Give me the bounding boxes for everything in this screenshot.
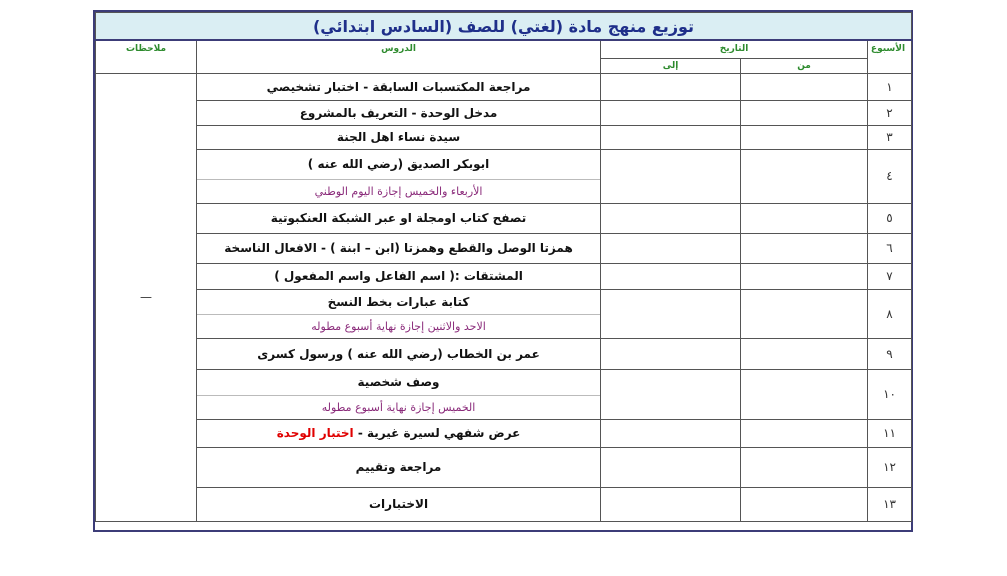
week-number: ٣ xyxy=(868,125,912,149)
lesson-cell: المشتقات :( اسم الفاعل واسم المفعول ) xyxy=(197,263,601,289)
week-number: ٤ xyxy=(868,149,912,203)
from-cell xyxy=(741,149,868,203)
table-row xyxy=(96,487,912,521)
table-row xyxy=(96,203,912,233)
week-number: ٩ xyxy=(868,338,912,369)
from-cell xyxy=(741,338,868,369)
to-header: إلى xyxy=(601,58,741,73)
lesson-cell: مدخل الوحدة - التعريف بالمشروع xyxy=(197,100,601,125)
lesson-cell: مراجعة وتقييم xyxy=(197,447,601,487)
from-cell xyxy=(741,487,868,521)
lessons-header: الدروس xyxy=(197,40,601,73)
lesson-cell: تصفح كتاب اومجلة او عبر الشبكة العنكبوتية xyxy=(197,203,601,233)
lesson-cell: سيدة نساء اهل الجنة xyxy=(197,125,601,149)
curriculum-sheet xyxy=(93,10,913,532)
table-row xyxy=(96,419,912,447)
holiday-note: الاحد والاثنين إجازة نهاية أسبوع مطوله xyxy=(197,314,601,338)
from-cell xyxy=(741,289,868,338)
from-cell xyxy=(741,125,868,149)
to-cell xyxy=(601,289,741,338)
from-cell xyxy=(741,447,868,487)
table-row xyxy=(96,263,912,289)
table-row xyxy=(96,73,912,100)
week-number: ٨ xyxy=(868,289,912,338)
table-row xyxy=(96,149,912,179)
from-cell xyxy=(741,263,868,289)
week-header: الأسبوع xyxy=(868,40,912,73)
week-number: ١٠ xyxy=(868,369,912,419)
from-cell xyxy=(741,419,868,447)
week-number: ٧ xyxy=(868,263,912,289)
to-cell xyxy=(601,369,741,419)
from-cell xyxy=(741,369,868,419)
lesson-cell: الاختبارات xyxy=(197,487,601,521)
table-row xyxy=(96,100,912,125)
table-row xyxy=(96,447,912,487)
lesson-text: عرض شفهي لسيرة غيرية - xyxy=(353,426,521,440)
notes-header: ملاحظات xyxy=(96,40,197,73)
week-number: ١٢ xyxy=(868,447,912,487)
to-cell xyxy=(601,149,741,203)
to-cell xyxy=(601,487,741,521)
to-cell xyxy=(601,203,741,233)
lesson-cell: همزتا الوصل والقطع وهمزتا (ابن – ابنة ) - الافعال الناسخة xyxy=(197,233,601,263)
from-cell xyxy=(741,233,868,263)
from-cell xyxy=(741,203,868,233)
lesson-cell: كتابة عبارات بخط النسخ xyxy=(197,289,601,314)
from-cell xyxy=(741,100,868,125)
table-row xyxy=(96,369,912,395)
week-number: ٥ xyxy=(868,203,912,233)
week-number: ١٣ xyxy=(868,487,912,521)
notes-cell: — xyxy=(96,73,197,521)
to-cell xyxy=(601,73,741,100)
week-number: ٢ xyxy=(868,100,912,125)
to-cell xyxy=(601,100,741,125)
from-cell xyxy=(741,73,868,100)
to-cell xyxy=(601,233,741,263)
to-cell xyxy=(601,263,741,289)
to-cell xyxy=(601,125,741,149)
week-number: ١١ xyxy=(868,419,912,447)
lesson-cell: مراجعة المكتسبات السابقة - اختبار تشخيصي xyxy=(197,73,601,100)
table-row xyxy=(96,289,912,314)
holiday-note: الأربعاء والخميس إجازة اليوم الوطني xyxy=(197,179,601,203)
to-cell xyxy=(601,447,741,487)
curriculum-table xyxy=(95,12,912,522)
holiday-note: الخميس إجازة نهاية أسبوع مطوله xyxy=(197,395,601,419)
week-number: ٦ xyxy=(868,233,912,263)
lesson-cell: عمر بن الخطاب (رضي الله عنه ) ورسول كسرى xyxy=(197,338,601,369)
to-cell xyxy=(601,419,741,447)
from-header: من xyxy=(741,58,868,73)
unit-exam-text: اختبار الوحدة xyxy=(276,426,354,440)
lesson-cell: وصف شخصية xyxy=(197,369,601,395)
to-cell xyxy=(601,338,741,369)
lesson-cell xyxy=(197,419,601,447)
table-row xyxy=(96,233,912,263)
table-row xyxy=(96,338,912,369)
lesson-cell: ابوبكر الصديق (رضي الله عنه ) xyxy=(197,149,601,179)
week-number: ١ xyxy=(868,73,912,100)
table-title: توزيع منهج مادة (لغتي) للصف (السادس ابتدائي) xyxy=(96,13,912,41)
date-header: التاريخ xyxy=(601,40,868,58)
table-row xyxy=(96,125,912,149)
